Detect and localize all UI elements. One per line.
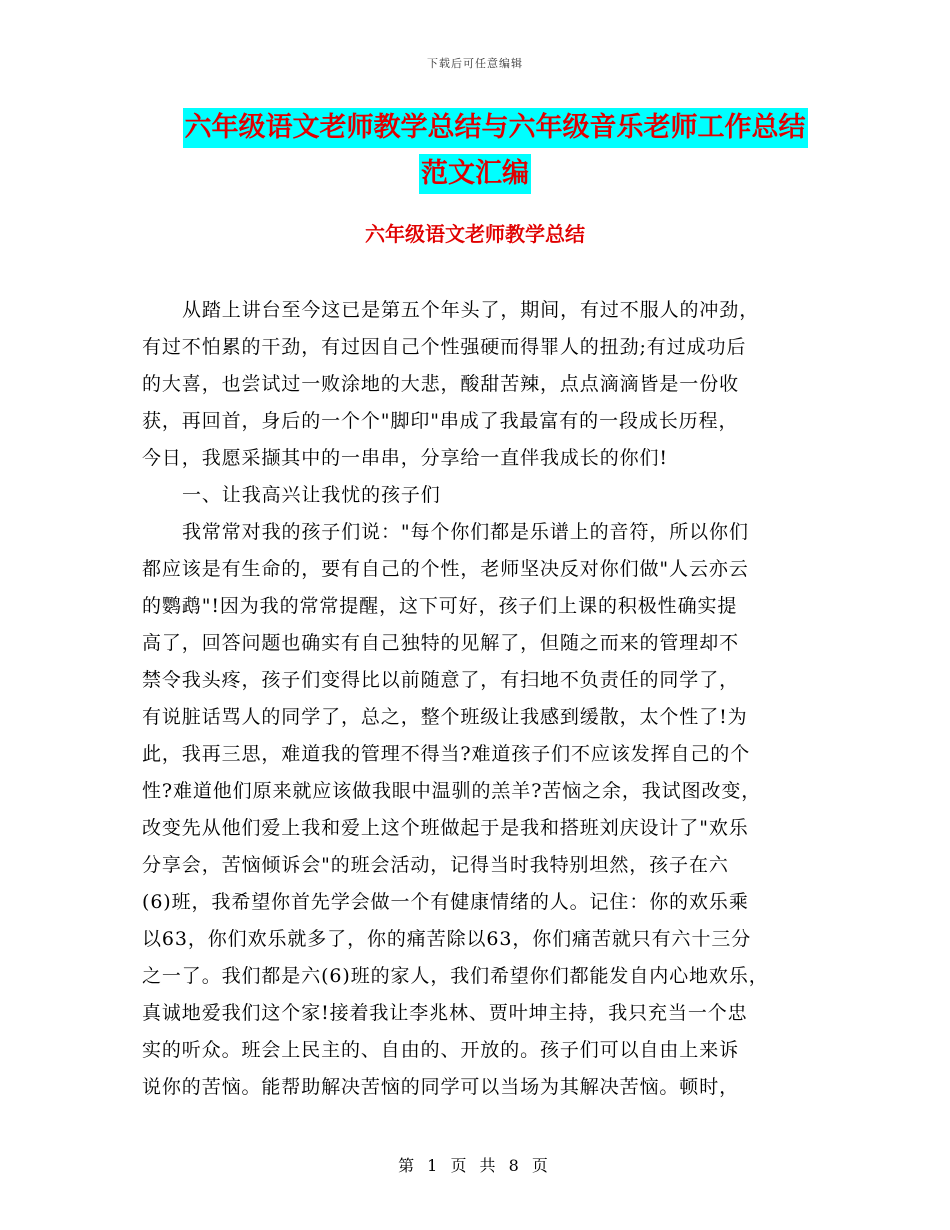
body-line: 禁令我头疼，孩子们变得比以前随意了，有扫地不负责任的同学了， bbox=[142, 669, 740, 691]
body-line: 的鹦鹉"!因为我的常常提醒，这下可好，孩子们上课的积极性确实提 bbox=[142, 595, 738, 617]
body-line: 分享会，苦恼倾诉会"的班会活动，记得当时我特别坦然，孩子在六 bbox=[142, 854, 729, 876]
body-line: 此，我再三思，难道我的管理不得当?难道孩子们不应该发挥自己的个 bbox=[142, 743, 751, 765]
body-line: 我常常对我的孩子们说："每个你们都是乐谱上的音符，所以你们 bbox=[182, 521, 749, 543]
body-line: 获，再回首，身后的一个个"脚印"串成了我最富有的一段成长历程， bbox=[142, 410, 739, 432]
body-line: 今日，我愿采撷其中的一串串，分享给一直伴我成长的你们! bbox=[142, 447, 668, 469]
body-line: 有说脏话骂人的同学了，总之，整个班级让我感到缓散，太个性了!为 bbox=[142, 706, 748, 728]
body-line: (6)班，我希望你首先学会做一个有健康情绪的人。记住：你的欢乐乘 bbox=[142, 891, 749, 913]
page-header-note: 下载后可任意编辑 bbox=[427, 57, 523, 70]
document-title bbox=[0, 108, 950, 194]
body-line: 有过不怕累的干劲，有过因自己个性强硬而得罪人的扭劲;有过成功后 bbox=[142, 336, 747, 358]
body-line: 都应该是有生命的，要有自己的个性，老师坚决反对你们做"人云亦云 bbox=[142, 558, 749, 580]
body-line: 高了，回答问题也确实有自己独特的见解了，但随之而来的管理却不 bbox=[142, 632, 740, 654]
section-title: 六年级语文老师教学总结 bbox=[365, 222, 585, 246]
document-title-line-1: 六年级语文老师教学总结与六年级音乐老师工作总结 bbox=[183, 108, 808, 148]
body-line: 以63，你们欢乐就多了，你的痛苦除以63，你们痛苦就只有六十三分 bbox=[142, 928, 752, 950]
body-line: 说你的苦恼。能帮助解决苦恼的同学可以当场为其解决苦恼。顿时， bbox=[142, 1076, 740, 1098]
body-line: 之一了。我们都是六(6)班的家人，我们希望你们都能发自内心地欢乐， bbox=[142, 965, 769, 987]
body-line: 改变先从他们爱上我和爱上这个班做起于是我和搭班刘庆设计了"欢乐 bbox=[142, 817, 749, 839]
body-line: 性?难道他们原来就应该做我眼中温驯的羔羊?苦恼之余，我试图改变， bbox=[142, 780, 762, 802]
body-text bbox=[142, 292, 812, 1106]
page-number: 第 1 页 共 8 页 bbox=[398, 1156, 552, 1175]
document-title-line-2: 范文汇编 bbox=[419, 154, 531, 194]
subheading-line: 一、让我高兴让我忧的孩子们 bbox=[182, 484, 441, 506]
body-line: 的大喜，也尝试过一败涂地的大悲，酸甜苦辣，点点滴滴皆是一份收 bbox=[142, 373, 740, 395]
body-line: 从踏上讲台至今这已是第五个年头了，期间，有过不服人的冲劲， bbox=[182, 299, 760, 321]
body-line: 真诚地爱我们这个家!接着我让李兆林、贾叶坤主持，我只充当一个忠 bbox=[142, 1002, 748, 1024]
body-line: 实的听众。班会上民主的、自由的、开放的。孩子们可以自由上来诉 bbox=[142, 1039, 740, 1061]
